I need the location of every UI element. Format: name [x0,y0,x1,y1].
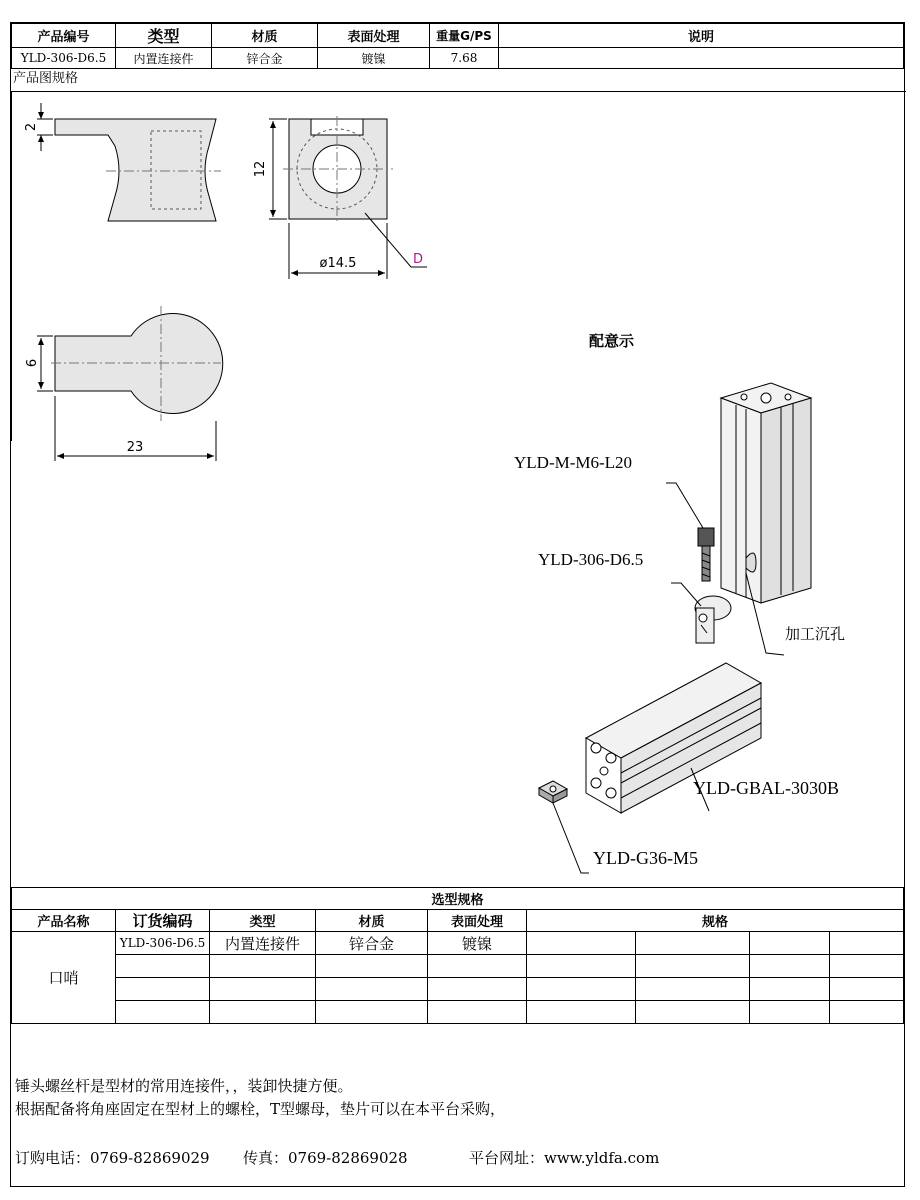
vertical-profile [721,383,811,603]
selection-row [12,955,904,978]
side-view-outline [55,119,216,221]
sel-cell [428,955,527,978]
sel-cell [316,978,428,1001]
cell-description [499,48,904,69]
header-description: 说明 [499,24,904,48]
technical-drawing [11,91,471,481]
illustration-title: 配意示 [589,332,635,350]
header-weight: 重量G/PS [430,24,499,48]
selection-row [12,1001,904,1024]
label-nut: YLD-G36-M5 [593,848,698,868]
cell-surface: 镀镍 [318,48,430,69]
sel-cell-type: 内置连接件 [210,932,316,955]
cell-product-code: YLD-306-D6.5 [12,48,116,69]
label-connector: YLD-306-D6.5 [538,550,644,569]
sel-cell [116,955,210,978]
sel-cell-material: 锌合金 [316,932,428,955]
sel-cell [316,955,428,978]
cell-material: 锌合金 [212,48,318,69]
header-product-code: 产品编号 [12,24,116,48]
note-line-2: 根据配备将角座固定在型材上的螺栓，T型螺母，垫片可以在本平台采购， [15,1100,506,1118]
dim-thickness: 2 [24,122,39,132]
screw-part [698,528,714,581]
sel-cell [210,978,316,1001]
sel-header-name: 产品名称 [12,910,116,932]
cell-type: 内置连接件 [116,48,212,69]
drawing-section-label: 产品图规格 [11,69,906,92]
contact-fax: 传真：0769-82869028 [243,1149,408,1167]
label-screw: YLD-M-M6-L20 [514,453,633,472]
cell-weight: 7.68 [430,48,499,69]
sel-header-material: 材质 [316,910,428,932]
contact-website: 平台网址：www.yldfa.com [469,1149,660,1167]
selection-table [11,887,904,1024]
selection-row [12,932,904,955]
dim-diameter: ø14.5 [319,256,357,271]
sel-product-name: 口哨 [12,932,116,1024]
nut-part [539,781,567,803]
spec-data-row [12,48,904,69]
dim-length: 23 [126,440,144,455]
selection-row [12,978,904,1001]
dim-height: 12 [253,160,268,178]
label-counterbore: 加工沉孔 [785,625,846,643]
sel-header-spec: 规格 [527,910,904,932]
datasheet [10,22,905,1187]
sel-cell [316,1001,428,1024]
selection-header-row [12,910,904,932]
sel-cell-code: YLD-306-D6.5 [116,932,210,955]
sel-cell [428,1001,527,1024]
selection-title: 选型规格 [12,888,904,910]
sel-header-surface: 表面处理 [428,910,527,932]
spec-table [11,23,904,69]
header-type: 类型 [116,24,212,48]
header-surface: 表面处理 [318,24,430,48]
header-material: 材质 [212,24,318,48]
contact-phone: 订购电话：0769-82869029 [15,1149,210,1167]
dim-d-label: D [413,252,424,267]
sel-cell [210,1001,316,1024]
sel-header-code: 订货编码 [116,910,210,932]
note-line-1: 锤头螺丝杆是型材的常用连接件，，装卸快捷方便。 [15,1077,353,1095]
sel-cell [428,978,527,1001]
label-profile: YLD-GBAL-3030B [693,778,839,798]
selection-title-row [12,888,904,910]
dim-width: 6 [25,358,40,368]
sel-header-type: 类型 [210,910,316,932]
sel-cell-surface: 镀镍 [428,932,527,955]
spec-header-row [12,24,904,48]
sel-cell [116,978,210,1001]
sel-cell [210,955,316,978]
sel-cell [116,1001,210,1024]
connector-part [695,596,731,643]
